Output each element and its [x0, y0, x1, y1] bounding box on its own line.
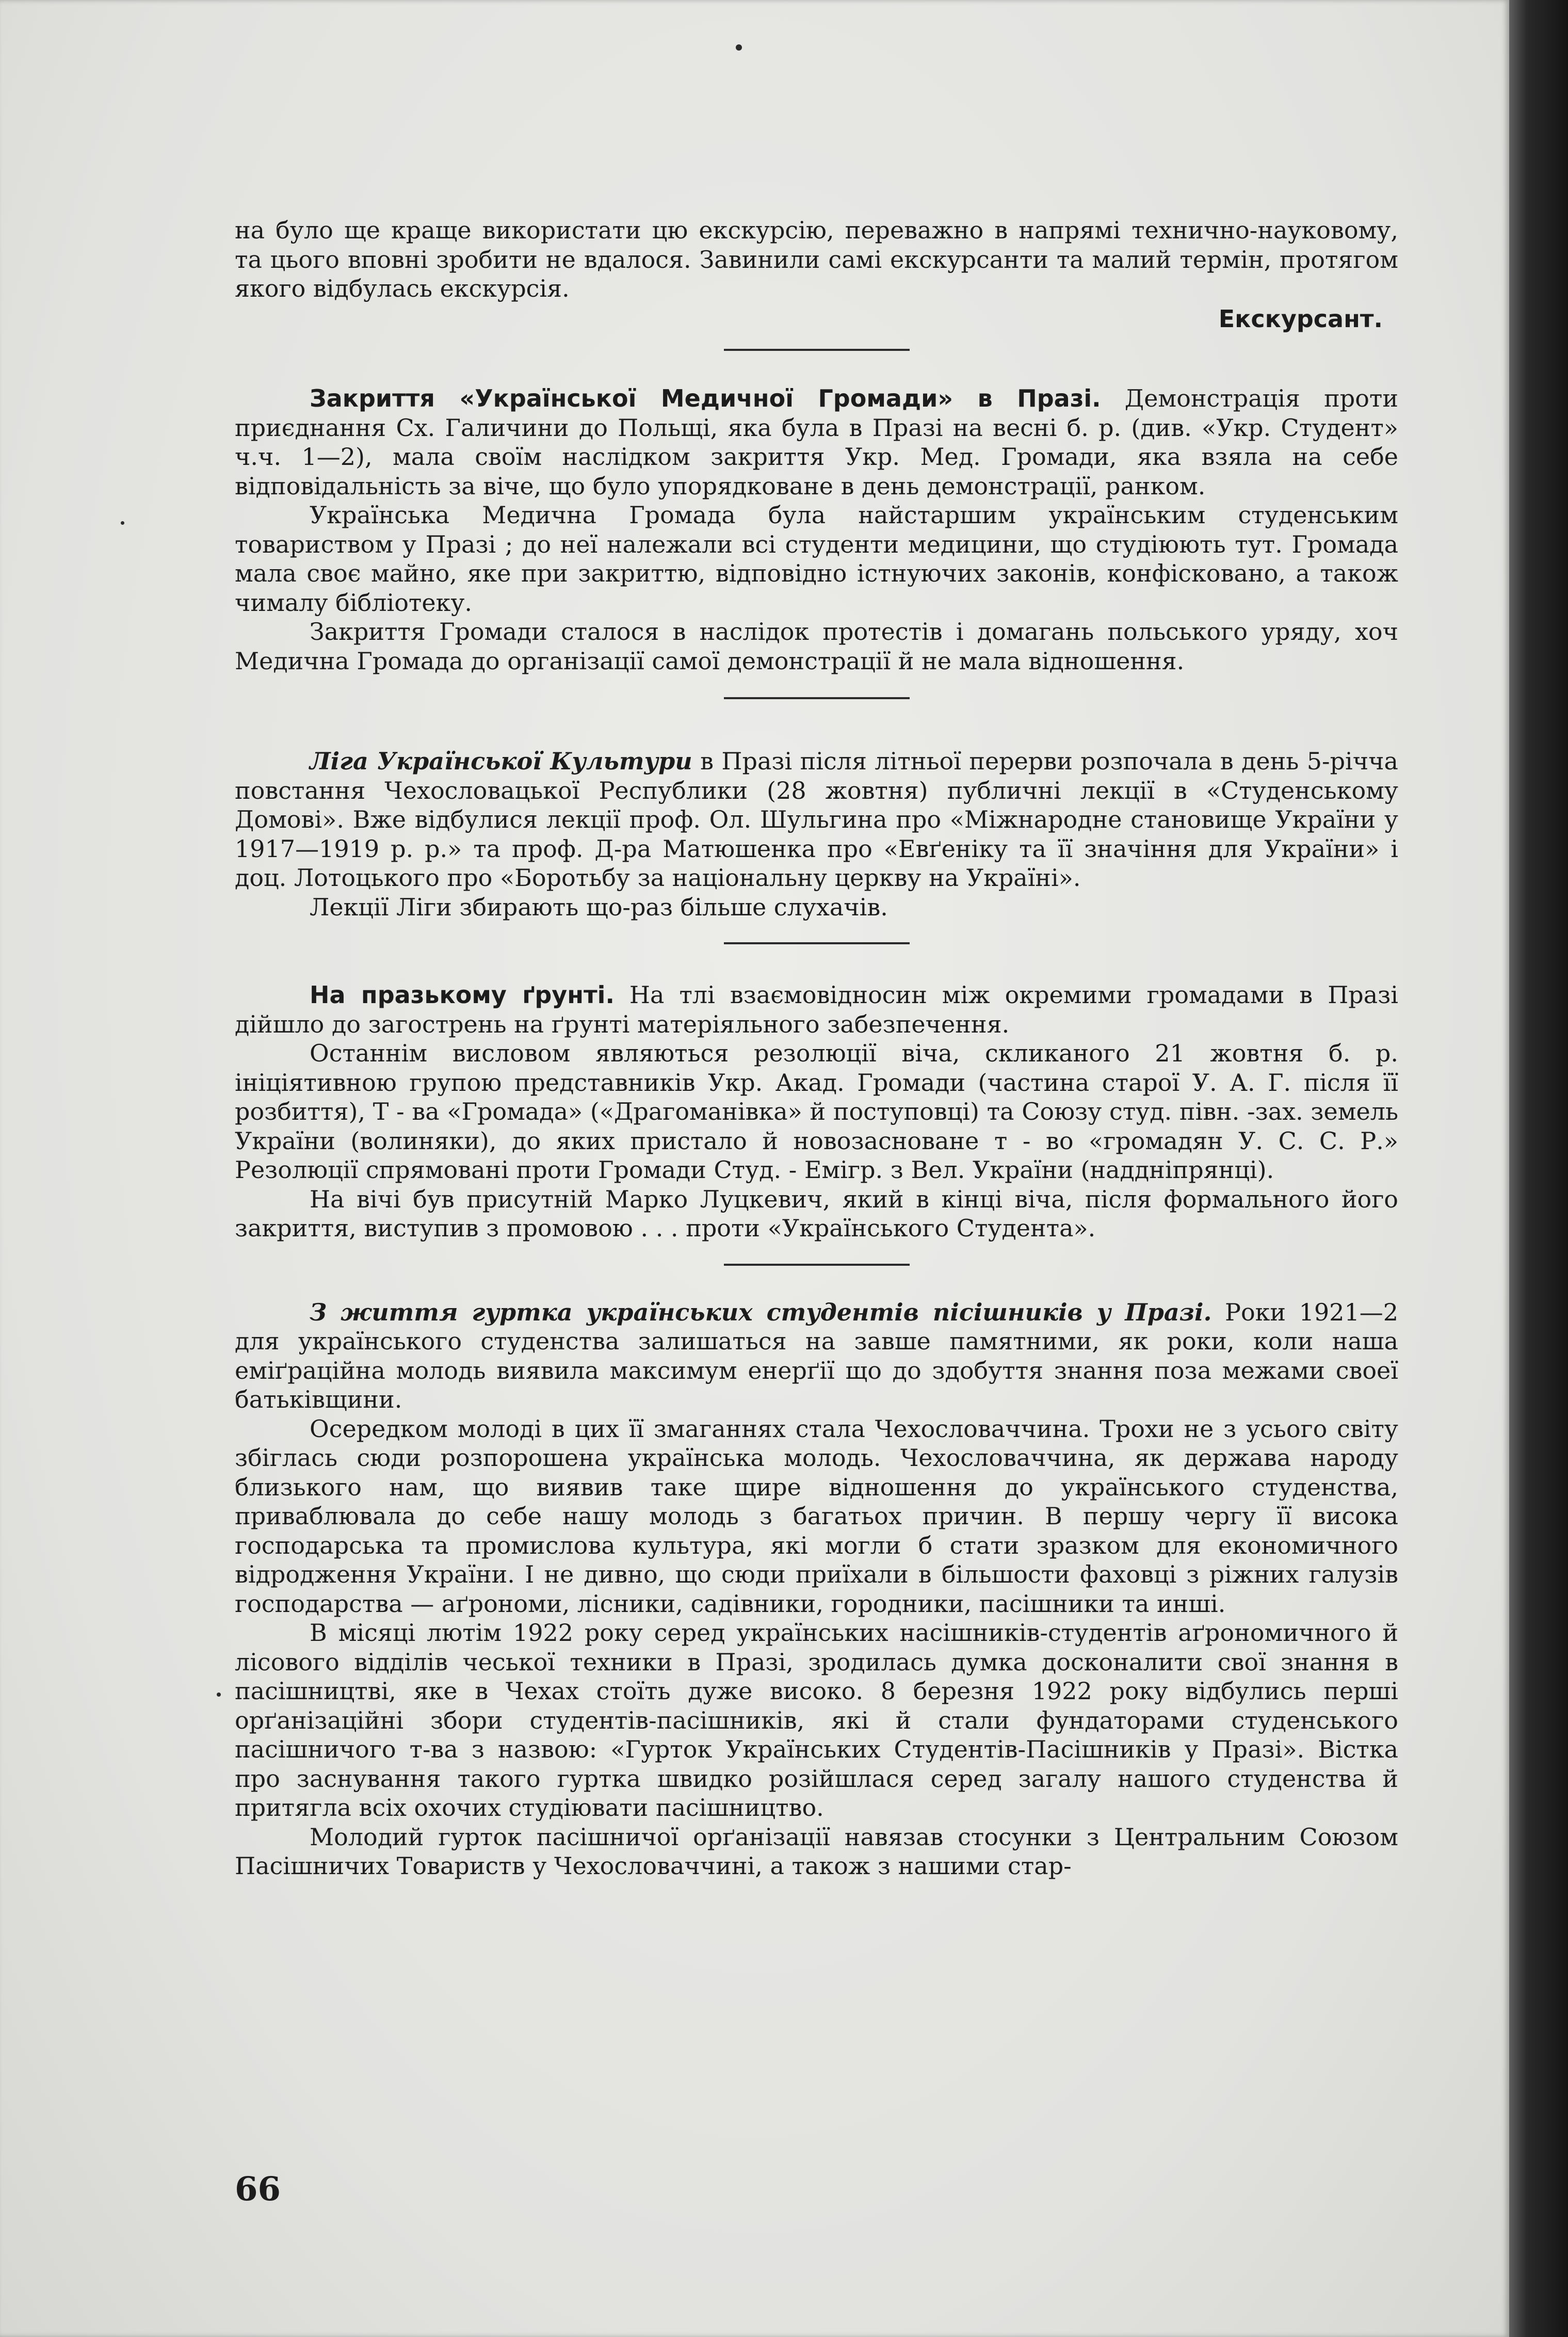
paragraph: Закриття Громади сталося в наслідок протестів і домагань польського уряду, хоч Медична Громада до організації самої демонстрації й не мала відношення.: [235, 618, 1398, 675]
paragraph: Останнім висловом являються резолюції віча, скликаного 21 жовтня б. р. ініціятивною групою представників Укр. Акад. Громади (частина старої У. А. Г. після її розбиття), Т - ва «Громада» («Драгоманівка» й поступовці) та Союзу студ. півн. -зах. земель України (волиняки), до яких пристало й новозасноване т - во «громадян У. С. С. Р.» Резолюції спрямовані проти Громади Студ. - Емігр. з Вел. України (наддніпрянці).: [235, 1039, 1398, 1184]
paragraph: Ліга Української Культури в Празі після літньої перерви розпочала в день 5-річча повстання Чехословацької Республики (28 жовтня) публичні лекції в «Студенському Домові». Вже відбулися лекції проф. Ол. Шульгина про «Міжнародне становище України у 1917—1919 р. р.» та проф. Д-ра Матюшенка про «Евґеніку та її значіння для України» і доц. Лотоцького про «Боротьбу за національну церкву на Україні».: [235, 747, 1398, 892]
print-speck: [217, 1693, 221, 1697]
article-heading: З життя гуртка українських студентів пісішників у Празі.: [310, 1298, 1212, 1326]
paragraph: Лекції Ліги збирають що-раз більше слухачів.: [310, 893, 888, 921]
paragraph: В місяці лютім 1922 року серед українських насішників-студентів аґрономичного й лісового відділів чеської техники в Празі, зродилась думка досконалити свої знання в пасішництві, яке в Чехах стоїть дуже високо. 8 березня 1922 року відбулись перші орґанізаційні збори студентів-пасішників, які й стали фундаторами студенського пасішничого т-ва з назвою: «Гурток Українських Студентів-Пасішників у Празі». Вістка про заснування такого гуртка швидко розійшлася серед загалу нашого студенства й притягла всіх охочих студіювати пасішництво.: [235, 1619, 1398, 1822]
paragraph: З життя гуртка українських студентів пісішників у Празі. Роки 1921—2 для українського студенства залишаться на завше памятними, як роки, коли наша еміґраційна молодь виявила максимум енерґії що до здобуття знання поза межами своеї батьківщини.: [235, 1298, 1398, 1413]
article-heading: Закриття «Української Медичної Громади» в Празі.: [310, 384, 1101, 412]
section-divider: [724, 697, 910, 699]
print-speck: [736, 44, 742, 51]
section-divider: [724, 349, 910, 351]
article-heading: На празькому ґрунті.: [310, 981, 615, 1009]
paragraph: Осередком молоді в цих її змаганнях стала Чехословаччина. Трохи не з усього світу збіглась сюди розпорошена українська молодь. Чехословаччина, як держава народу близького нам, що виявив таке щире відношення до українського студенства, приваблювала до себе нашу молодь з багатьох причин. В першу чергу її висока господарська та промислова культура, які могли б стати зразком для економичного відродження України. І не дивно, що сюди приїхали в більшости фаховці з ріжних галузів господарства — аґрономи, лісники, садівники, городники, пасішники та инші.: [235, 1414, 1398, 1618]
page-text: [235, 216, 1398, 1881]
paragraph: На празькому ґрунті. На тлі взаємовідносин між окремими громадами в Празі дійшло до загострень на ґрунті матеріяльного забезпечення.: [235, 981, 1398, 1038]
paragraph: Молодий гурток пасішничої орґанізації навязав стосунки з Центральним Союзом Пасішничих Товариств у Чехословаччині, а також з нашими стар-: [235, 1823, 1398, 1880]
paragraph: Закриття «Української Медичної Громади» в Празі. Демонстрація проти приєднання Сх. Галичини до Польщі, яка була в Празі на весні б. р. (див. «Укр. Студент» ч.ч. 1—2), мала своїм наслідком закриття Укр. Мед. Громади, яка взяла на себе відповідальність за віче, що було упорядковане в день демонстрації, ранком.: [235, 384, 1398, 500]
section-divider: [724, 1264, 910, 1266]
article-signature: Екскурсант.: [1218, 304, 1383, 333]
paragraph: Українська Медична Громада була найстаршим українським студенським товариством у Празі ; до неї належали всі студенти медицини, що студіюють тут. Громада мала своє майно, яке при закриттю, відповідно істнуючих законів, конфісковано, а також чималу бібліотеку.: [235, 501, 1398, 617]
scan-edge: [1504, 0, 1568, 2337]
paragraph: На вічі був присутній Марко Луцкевич, який в кінці віча, після формального його закриття, виступив з промовою . . . проти «Українського Студента».: [235, 1185, 1398, 1242]
section-divider: [724, 942, 910, 944]
article-heading: Ліга Української Культури: [310, 747, 692, 775]
print-speck: [121, 521, 124, 525]
continued-paragraph: на було ще краще використати цю екскурсію, переважно в напрямі технично-науковому, та цього вповні зробити не вдалося. Завинили самі екскурсанти та малий термін, протягом якого відбулась екскурсія.: [235, 216, 1398, 302]
page-number: 66: [235, 2170, 281, 2209]
